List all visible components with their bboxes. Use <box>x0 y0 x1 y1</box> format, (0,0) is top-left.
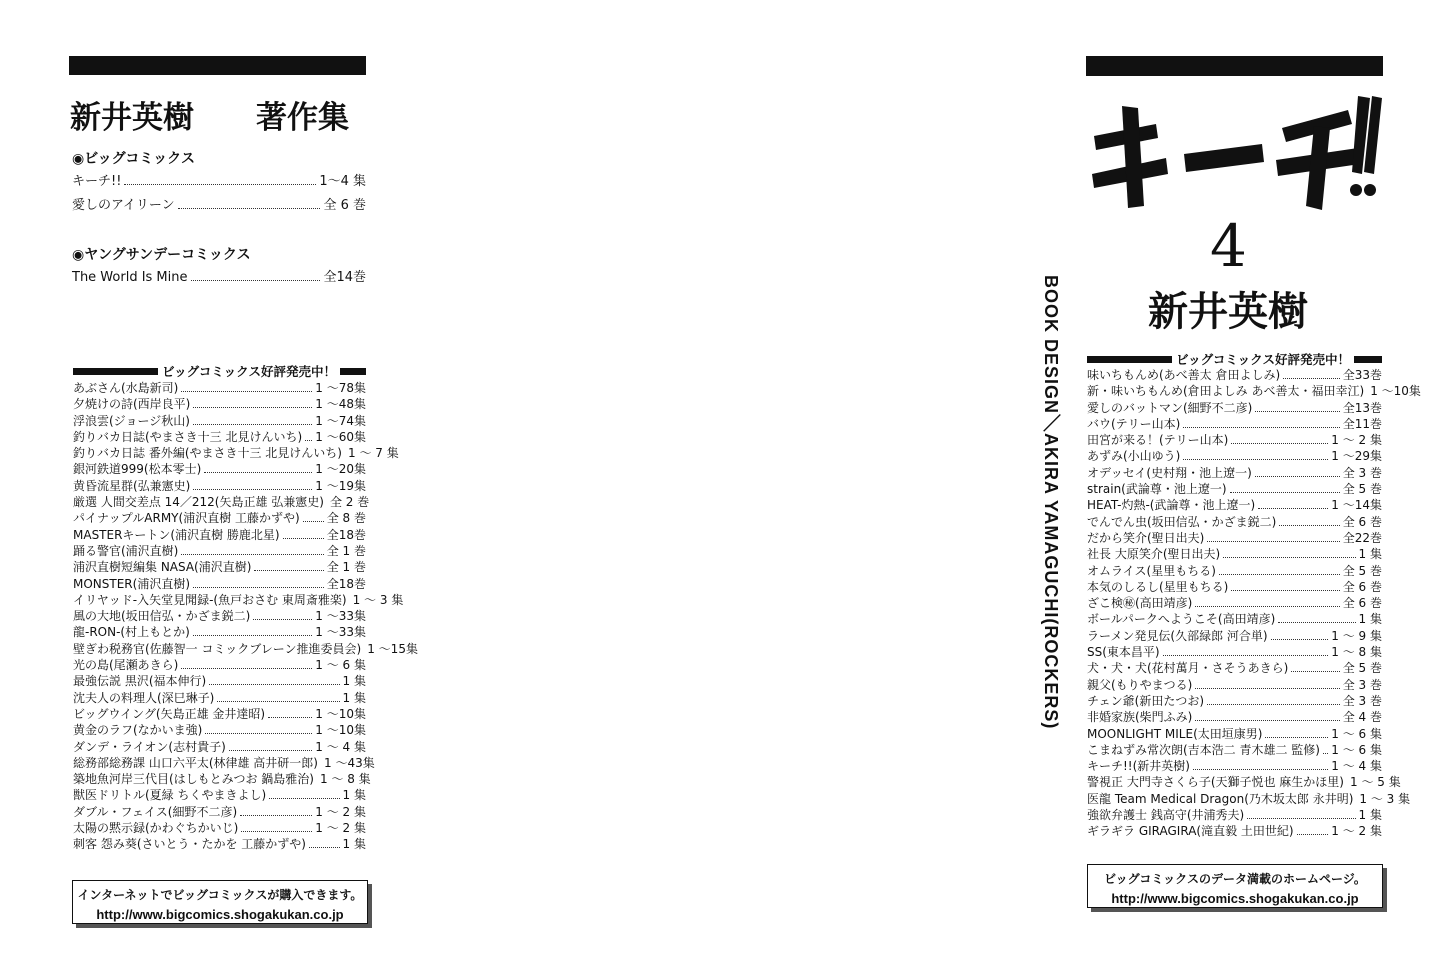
list-item: 犬・犬・犬(花村萬月・さそうあきら) 全 5 巻 <box>1087 661 1382 676</box>
section-label-young-sunday: ◉ヤングサンデーコミックス <box>72 247 251 263</box>
list-item: 田宮が来る！(テリー山本) 1 ～ 2 集 <box>1087 433 1382 448</box>
right-top-black-bar <box>1086 56 1383 76</box>
list-item: ギラギラ GIRAGIRA(滝直毅 土田世紀) 1 ～ 2 集 <box>1087 824 1382 839</box>
list-item: 黄昏流星群(弘兼憲史) 1 ～19集 <box>73 478 366 493</box>
list-item: 銀河鉄道999(松本零士) 1 ～20集 <box>73 462 366 477</box>
list-item: 警視正 大門寺さくら子(天獅子悦也 麻生かほ里) 1 ～ 5 集 <box>1087 775 1401 790</box>
list-item: 強欲弁護士 銭高守(井浦秀夫) 1 集 <box>1087 808 1382 823</box>
left-author-heading: 新井英樹 <box>70 100 194 136</box>
list-item: キーチ!! 1～4 集 <box>72 174 366 189</box>
right-promo-list <box>1087 366 1421 839</box>
section-list-young-sunday <box>72 266 366 290</box>
list-item: 総務部総務課 山口六平太(林律雄 高井研一郎) 1 ～43集 <box>73 755 375 770</box>
left-promo-header: ビッグコミックス好評発売中！ <box>73 362 366 380</box>
list-item: オデッセイ(史村翔・池上遼一) 全 3 巻 <box>1087 465 1382 480</box>
left-web-url: http://www.bigcomics.shogakukan.co.jp <box>96 907 344 922</box>
list-item: キーチ!!(新井英樹) 1 ～ 4 集 <box>1087 759 1382 774</box>
book-design-credit: BOOK DESIGN／AKIRA YAMAGUCHI(ROCKERS) <box>1041 275 1061 730</box>
list-item: だから笑介(聖日出夫) 全22巻 <box>1087 530 1382 545</box>
list-item: MONSTER(浦沢直樹) 全18巻 <box>73 576 366 591</box>
list-item: 味いちもんめ(あべ善太 倉田よしみ) 全33巻 <box>1087 368 1382 382</box>
list-item: 夕焼けの詩(西岸良平) 1 ～48集 <box>73 397 366 412</box>
list-item: 風の大地(坂田信弘・かざま鋭二) 1 ～33集 <box>73 609 366 624</box>
list-item: The World Is Mine 全14巻 <box>72 270 366 285</box>
list-item: 釣りバカ日誌(やまさき十三 北見けんいち) 1 ～60集 <box>73 429 366 444</box>
list-item: ラーメン発見伝(久部緑郎 河合単) 1 ～ 9 集 <box>1087 628 1382 643</box>
list-item: 社長 大原笑介(聖日出夫) 1 集 <box>1087 547 1382 562</box>
list-item: 医龍 Team Medical Dragon(乃木坂太郎 永井明) 1 ～ 3 集 <box>1087 791 1411 806</box>
list-item: 親父(もりやまつる) 全 3 巻 <box>1087 677 1382 692</box>
list-item: ざこ検㊙(高田靖彦) 全 6 巻 <box>1087 596 1382 611</box>
list-item: 愛しのバットマン(細野不二彦) 全13巻 <box>1087 400 1382 415</box>
list-item: 新・味いちもんめ(倉田よしみ あべ善太・福田幸江) 1 ～10集 <box>1087 384 1421 399</box>
list-item: 光の島(尾瀬あきら) 1 ～ 6 集 <box>73 658 366 673</box>
right-web-url: http://www.bigcomics.shogakukan.co.jp <box>1111 891 1359 906</box>
list-item: 太陽の黙示録(かわぐちかいじ) 1 ～ 2 集 <box>73 821 366 836</box>
list-item: 踊る警官(浦沢直樹) 全 1 巻 <box>73 543 366 558</box>
list-item: ボールパークへようこそ(高田靖彦) 1 集 <box>1087 612 1382 627</box>
left-web-box: インターネットでビッグコミックスが購入できます。 http://www.bigcomics.shogakukan.co.jp <box>72 880 368 924</box>
list-item: バウ(テリー山本) 全11巻 <box>1087 416 1382 431</box>
list-item: 沈夫人の料理人(深巳琳子) 1 集 <box>73 690 366 705</box>
series-logo-brush <box>1086 88 1382 214</box>
volume-number: 4 <box>1210 212 1247 280</box>
list-item: 厳選 人間交差点 14／212(矢島正雄 弘兼憲史) 全 2 巻 <box>73 495 370 510</box>
list-item: 築地魚河岸三代目(はしもとみつお 鍋島雅治) 1 ～ 8 集 <box>73 772 371 787</box>
list-item: こまねずみ常次朗(吉本浩二 青木雄二 監修) 1 ～ 6 集 <box>1087 742 1382 757</box>
list-item: イリヤッド-入矢堂見聞録-(魚戸おさむ 東周斎雅楽) 1 ～ 3 集 <box>73 592 404 607</box>
left-top-black-bar <box>69 56 366 75</box>
list-item: 非婚家族(柴門ふみ) 全 4 巻 <box>1087 710 1382 725</box>
list-item: でんでん虫(坂田信弘・かざま鋭二) 全 6 巻 <box>1087 514 1382 529</box>
list-item: 浦沢直樹短編集 NASA(浦沢直樹) 全 1 巻 <box>73 560 366 575</box>
list-item: MASTERキートン(浦沢直樹 勝鹿北星) 全18巻 <box>73 527 366 542</box>
list-item: パイナップルARMY(浦沢直樹 工藤かずや) 全 8 巻 <box>73 511 366 526</box>
list-item: あずみ(小山ゆう) 1 ～29集 <box>1087 449 1382 464</box>
list-item: 刺客 怨み葵(さいとう・たかを 工藤かずや) 1 集 <box>73 837 366 852</box>
list-item: 龍-RON-(村上もとか) 1 ～33集 <box>73 625 366 640</box>
list-item: 浮浪雲(ジョージ秋山) 1 ～74集 <box>73 413 366 428</box>
list-item: ビッグウイング(矢島正雄 金井達昭) 1 ～10集 <box>73 706 366 721</box>
list-item: MOONLIGHT MILE(太田垣康男) 1 ～ 6 集 <box>1087 726 1382 741</box>
right-web-box: ビッグコミックスのデータ満載のホームページ。 http://www.bigcomics.shogakukan.co.jp <box>1087 864 1383 908</box>
list-item: strain(武論尊・池上遼一) 全 5 巻 <box>1087 482 1382 497</box>
list-item: オムライス(星里もちる) 全 5 巻 <box>1087 563 1382 578</box>
list-item: ダンデ・ライオン(志村貴子) 1 ～ 4 集 <box>73 739 366 754</box>
right-promo-header: ビッグコミックス好評発売中！ <box>1087 350 1382 368</box>
list-item: ダブル・フェイス(細野不二彦) 1 ～ 2 集 <box>73 804 366 819</box>
left-works-heading: 著作集 <box>256 100 349 136</box>
list-item: HEAT-灼熱-(武論尊・池上遼一) 1 ～14集 <box>1087 498 1382 513</box>
list-item: 獣医ドリトル(夏緑 ちくやまきよし) 1 集 <box>73 788 366 803</box>
list-item: 最強伝説 黒沢(福本伸行) 1 集 <box>73 674 366 689</box>
list-item: あぶさん(水島新司) 1 ～78集 <box>73 381 366 395</box>
list-item: 壁ぎわ税務官(佐藤智一 コミックブレーン推進委員会) 1 ～15集 <box>73 641 418 656</box>
list-item: チェン爺(新田たつお) 全 3 巻 <box>1087 693 1382 708</box>
list-item: 本気のしるし(星里もちる) 全 6 巻 <box>1087 579 1382 594</box>
list-item: 黄金のラフ(なかいま強) 1 ～10集 <box>73 723 366 738</box>
right-author: 新井英樹 <box>1148 288 1308 335</box>
series-logo <box>1086 88 1382 214</box>
section-label-big-comics: ◉ビッグコミックス <box>72 151 195 167</box>
list-item: SS(東本昌平) 1 ～ 8 集 <box>1087 645 1382 660</box>
list-item: 愛しのアイリーン 全 6 巻 <box>72 198 366 213</box>
section-list-big-comics <box>72 170 366 218</box>
left-promo-list <box>73 379 418 852</box>
list-item: 釣りバカ日誌 番外編(やまさき十三 北見けんいち) 1 ～ 7 集 <box>73 446 399 461</box>
